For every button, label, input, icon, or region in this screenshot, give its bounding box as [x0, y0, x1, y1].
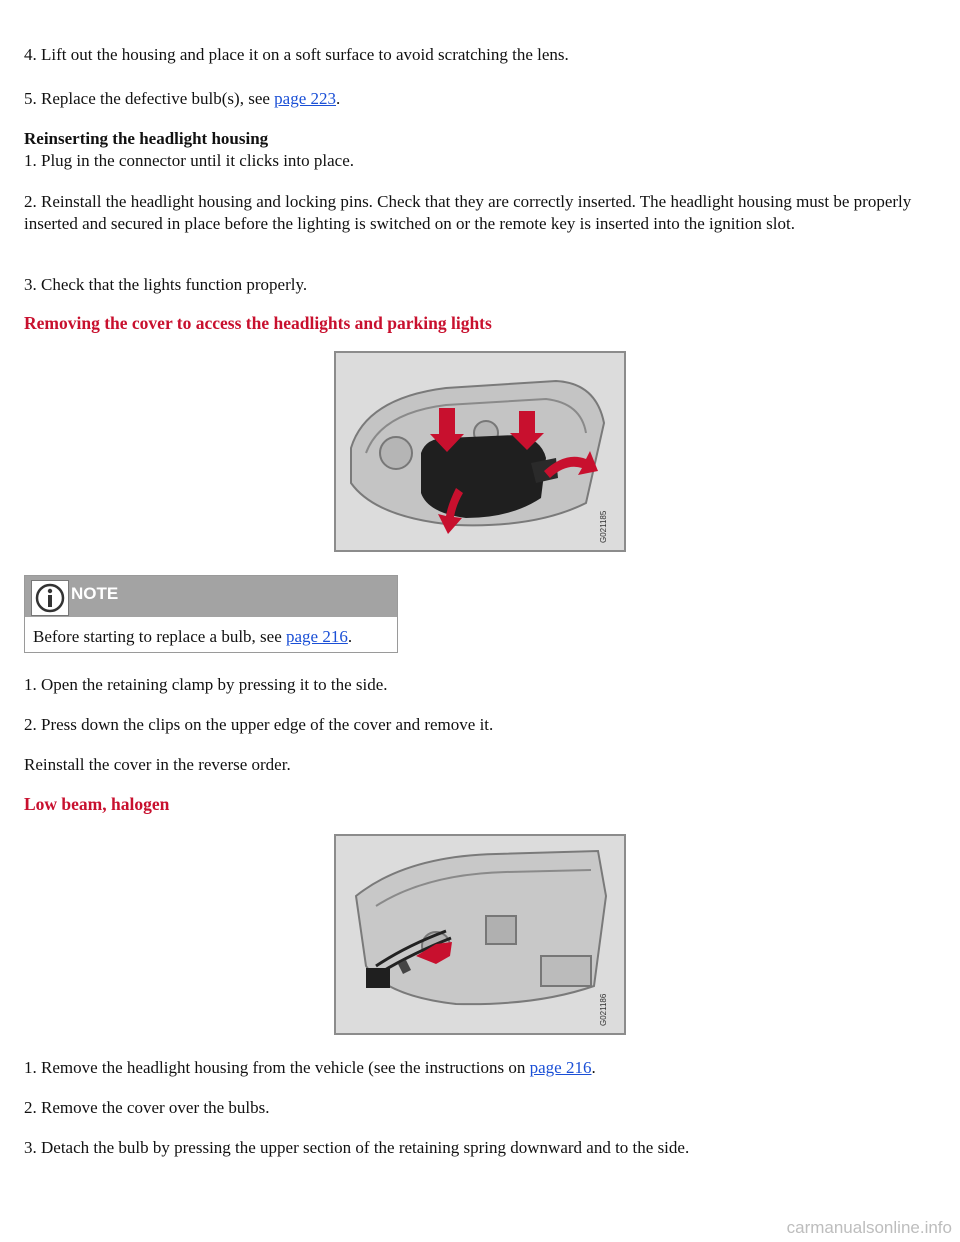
figure-code-2: G021186: [599, 993, 608, 1026]
note-page-216-link[interactable]: page 216: [286, 627, 348, 646]
low-beam-figure: [334, 834, 626, 1035]
step-5-text: 5. Replace the defective bulb(s), see page 223.: [24, 89, 341, 108]
note-text: Before starting to replace a bulb, see page 216.: [33, 627, 353, 646]
footer-watermark: carmanualsonline.info: [786, 1218, 952, 1237]
step-4-text: 4. Lift out the housing and place it on a soft surface to avoid scratching the lens.: [24, 45, 569, 64]
cover-section-heading: Removing the cover to access the headlights and parking lights: [24, 313, 492, 333]
reinsert-step-3: 3. Check that the lights function properly.: [24, 275, 308, 294]
note-title: NOTE: [71, 584, 119, 603]
reinsert-step-2: 2. Reinstall the headlight housing and locking pins. Check that they are correctly inserted. The headlight housing must be properly inserted and secured in place before the lighting is switched on or the remote key is inserted into the ignition slot.: [24, 192, 912, 233]
note-box: [24, 575, 398, 653]
cover-step-1: 1. Open the retaining clamp by pressing it to the side.: [24, 675, 388, 694]
low-beam-step-3: 3. Detach the bulb by pressing the upper section of the retaining spring downward and to the side.: [24, 1138, 690, 1157]
info-icon: [31, 580, 69, 616]
page-223-link[interactable]: page 223: [274, 89, 337, 108]
low-beam-step-1: 1. Remove the headlight housing from the vehicle (see the instructions on page 216.: [24, 1058, 596, 1077]
low-beam-heading: Low beam, halogen: [24, 794, 170, 814]
figure-code-1: G021185: [599, 510, 608, 543]
low-beam-page-216-link[interactable]: page 216: [529, 1058, 592, 1077]
cover-removal-figure: [334, 351, 626, 552]
note-header: [25, 576, 397, 617]
reinsert-heading: Reinserting the headlight housing: [24, 129, 269, 148]
cover-step-2: 2. Press down the clips on the upper edge of the cover and remove it.: [24, 715, 494, 734]
low-beam-step-2: 2. Remove the cover over the bulbs.: [24, 1098, 270, 1117]
reinsert-step-1: 1. Plug in the connector until it clicks into place.: [24, 151, 355, 170]
cover-reinstall-text: Reinstall the cover in the reverse order.: [24, 755, 291, 774]
